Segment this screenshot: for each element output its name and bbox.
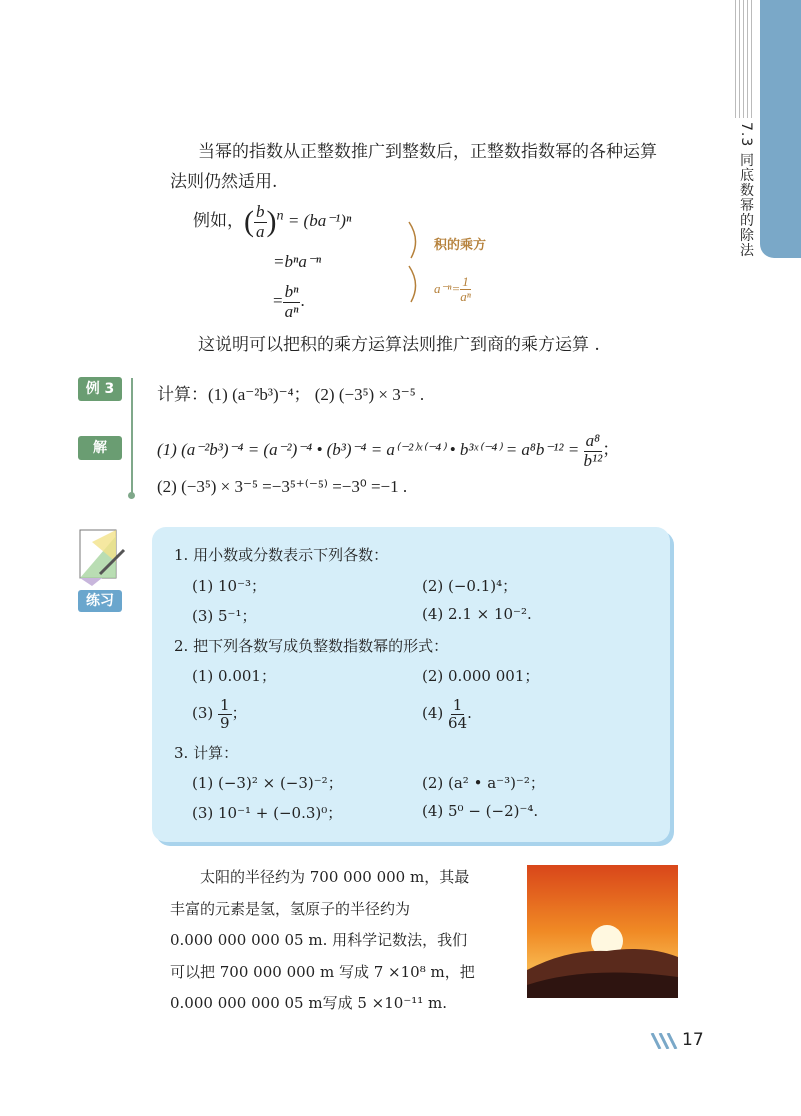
example-badge: 例 3 [78,377,122,401]
question-3-1: (1) (−3)² × (−3)⁻²； [192,774,343,792]
solution-badge: 解 [78,436,122,460]
fraction-b-over-a: $\frac{b}{a}$ [256,202,265,241]
section-tab [760,0,801,258]
page-number-decoration [650,1033,680,1049]
question-3: 3. 计算： [174,744,239,762]
equation-step-2: =bⁿa⁻ⁿ [273,252,322,271]
example-rule [131,378,133,496]
question-3-4: (4) 5⁰ − (−2)⁻⁴. [422,802,539,820]
example-line-1: 例如，( $\frac{b}{a}$ )$^n$ = (ba⁻¹)ⁿ [193,202,352,241]
page-number: 17 [682,1030,704,1050]
header-decoration [735,0,755,118]
question-2: 2. 把下列各数写成负整数指数幂的形式： [174,637,449,655]
question-3-3: (3) 10⁻¹ + (−0.3)⁰； [192,804,343,822]
note-negative-exponent: a⁻ⁿ= $\frac{1}{\text{aⁿ}}$ [434,274,471,305]
equation-step-3: = $\frac{\text{bⁿ}}{\text{aⁿ}}$ . [273,282,305,321]
question-1: 1. 用小数或分数表示下列各数： [174,546,389,564]
example-label: 例如， [193,211,244,231]
question-1-1: (1) 10⁻³； [192,577,267,595]
equation-step-1: = (ba⁻¹)ⁿ [287,211,352,231]
question-2-3: (3) $\frac{1}{9}$ ； [192,696,247,732]
conclusion-text: 这说明可以把积的乘方运算法则推广到商的乘方运算 . [198,335,600,355]
rule-dot [128,492,135,499]
annotation-brackets [405,220,425,310]
question-2-2: (2) 0.000 001； [422,667,540,685]
practice-box [152,527,670,842]
practice-badge: 练习 [78,590,122,612]
intro-line-1: 当幂的指数从正整数推广到整数后，正整数指数幂的各种运算 [198,142,657,162]
reading-paragraph: 太阳的半径约为 700 000 000 m，其最 丰富的元素是氢，氢原子的半径约为 0.000 000 000 05 m. 用科学记数法，我们 可以把 700 000 000 m 写成 7 ×10⁸ m，把 0.000 000 000 05 m写成 5 ×10⁻¹¹ m. [170,868,475,1012]
question-2-4: (4) $\frac{1}{64}$ . [422,696,472,732]
note-power-of-product: 积的乘方 [434,238,487,253]
question-3-2: (2) (a² • a⁻³)⁻²； [422,774,545,792]
solution-step-2: (2) (−3⁵) × 3⁻⁵ =−3⁵⁺⁽⁻⁵⁾ =−3⁰ =−1 . [157,477,408,496]
question-1-4: (4) 2.1 × 10⁻². [422,605,532,623]
question-2-1: (1) 0.001； [192,667,276,685]
practice-notebook-icon [72,522,132,588]
question-1-3: (3) 5⁻¹； [192,607,257,625]
sunset-photo [527,865,678,998]
section-title: 7.3 同底数幂的除法 [738,122,754,258]
example-problem: 计算：(1) (a⁻²b³)⁻⁴； (2) (−3⁵) × 3⁻⁵ . [157,385,425,404]
intro-line-2: 法则仍然适用. [170,172,278,192]
solution-step-1: (1) (a⁻²b³)⁻⁴ = (a⁻²)⁻⁴ • (b³)⁻⁴ = a⁽⁻²⁾ˣ⁽⁻⁴⁾ • b³ˣ⁽⁻⁴⁾ = a⁸b⁻¹² = $\frac{\text{a⁸}}{\text{b¹²}}$ ； [157,431,620,470]
question-1-2: (2) (−0.1)⁴； [422,577,518,595]
